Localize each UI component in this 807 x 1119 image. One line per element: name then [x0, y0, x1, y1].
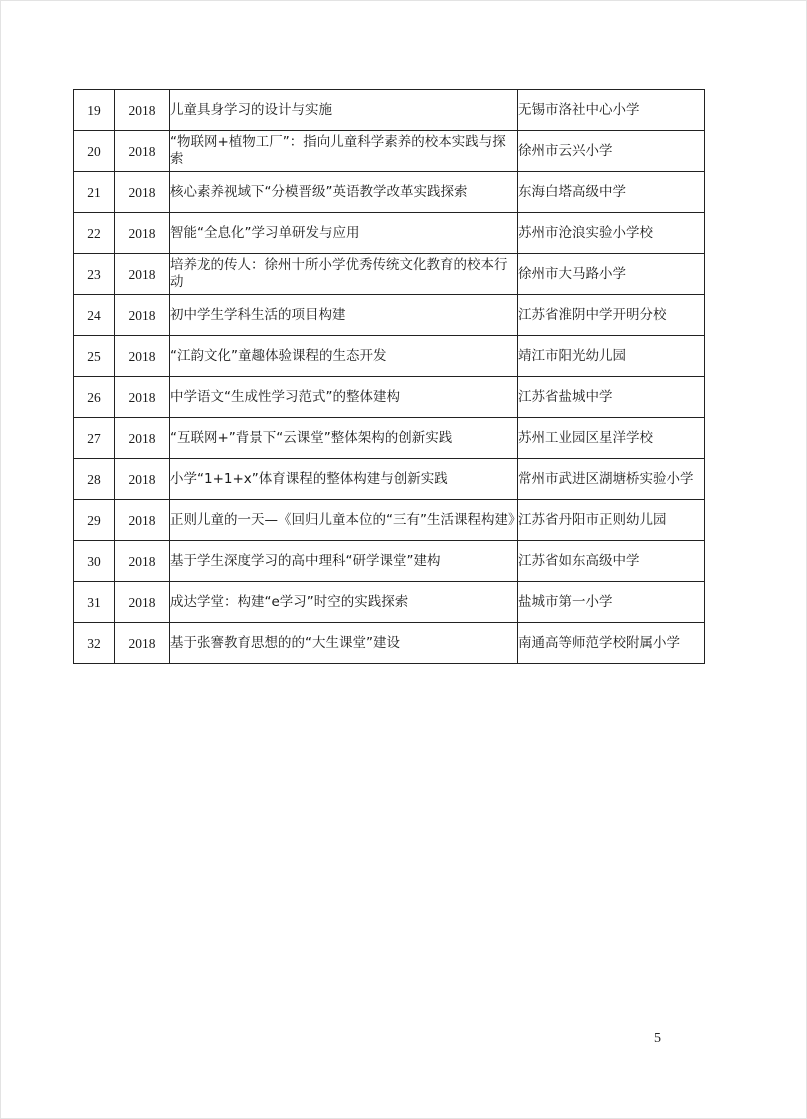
row-title: 初中学生学科生活的项目构建 [170, 295, 518, 336]
row-year: 2018 [115, 418, 170, 459]
table-row [74, 213, 705, 254]
row-year: 2018 [115, 295, 170, 336]
row-title: “互联网+”背景下“云课堂”整体架构的创新实践 [170, 418, 518, 459]
row-school: 苏州工业园区星洋学校 [518, 418, 705, 459]
row-year: 2018 [115, 500, 170, 541]
row-index: 29 [74, 500, 115, 541]
row-index: 21 [74, 172, 115, 213]
table-row [74, 90, 705, 131]
page-number: 5 [654, 1031, 661, 1046]
row-year: 2018 [115, 131, 170, 172]
row-school: 徐州市大马路小学 [518, 254, 705, 295]
row-school: 盐城市第一小学 [518, 582, 705, 623]
table-row [74, 541, 705, 582]
row-title: 基于张謇教育思想的的“大生课堂”建设 [170, 623, 518, 664]
row-year: 2018 [115, 459, 170, 500]
table-row [74, 336, 705, 377]
row-index: 20 [74, 131, 115, 172]
projects-table [73, 89, 705, 664]
row-index: 26 [74, 377, 115, 418]
table-row [74, 582, 705, 623]
row-title: 核心素养视域下“分模晋级”英语教学改革实践探索 [170, 172, 518, 213]
table-body [74, 90, 705, 664]
row-title: 智能“全息化”学习单研发与应用 [170, 213, 518, 254]
row-index: 22 [74, 213, 115, 254]
row-index: 24 [74, 295, 115, 336]
row-year: 2018 [115, 90, 170, 131]
row-school: 江苏省如东高级中学 [518, 541, 705, 582]
table-row [74, 131, 705, 172]
table-row [74, 500, 705, 541]
row-index: 30 [74, 541, 115, 582]
row-year: 2018 [115, 582, 170, 623]
row-title: “物联网+植物工厂”：指向儿童科学素养的校本实践与探索 [170, 131, 518, 172]
row-year: 2018 [115, 541, 170, 582]
row-title: 儿童具身学习的设计与实施 [170, 90, 518, 131]
row-school: 江苏省淮阴中学开明分校 [518, 295, 705, 336]
row-year: 2018 [115, 623, 170, 664]
row-title: “江韵文化”童趣体验课程的生态开发 [170, 336, 518, 377]
row-title: 中学语文“生成性学习范式”的整体建构 [170, 377, 518, 418]
table-row [74, 418, 705, 459]
row-title: 成达学堂：构建“e学习”时空的实践探索 [170, 582, 518, 623]
row-school: 常州市武进区湖塘桥实验小学 [518, 459, 705, 500]
row-index: 27 [74, 418, 115, 459]
table-row [74, 623, 705, 664]
row-school: 江苏省丹阳市正则幼儿园 [518, 500, 705, 541]
table-row [74, 459, 705, 500]
row-index: 28 [74, 459, 115, 500]
row-title: 培养龙的传人：徐州十所小学优秀传统文化教育的校本行动 [170, 254, 518, 295]
row-index: 31 [74, 582, 115, 623]
row-school: 江苏省盐城中学 [518, 377, 705, 418]
row-title: 基于学生深度学习的高中理科“研学课堂”建构 [170, 541, 518, 582]
row-school: 东海白塔高级中学 [518, 172, 705, 213]
table-row [74, 172, 705, 213]
row-title: 正则儿童的一天—《回归儿童本位的“三有”生活课程构建》 [170, 500, 518, 541]
row-school: 苏州市沧浪实验小学校 [518, 213, 705, 254]
row-year: 2018 [115, 377, 170, 418]
table-row [74, 254, 705, 295]
table-row [74, 377, 705, 418]
row-year: 2018 [115, 172, 170, 213]
row-index: 23 [74, 254, 115, 295]
row-school: 无锡市洛社中心小学 [518, 90, 705, 131]
row-year: 2018 [115, 254, 170, 295]
row-index: 32 [74, 623, 115, 664]
row-year: 2018 [115, 213, 170, 254]
row-school: 徐州市云兴小学 [518, 131, 705, 172]
row-index: 25 [74, 336, 115, 377]
row-school: 南通高等师范学校附属小学 [518, 623, 705, 664]
table-row [74, 295, 705, 336]
row-title: 小学“1+1+x”体育课程的整体构建与创新实践 [170, 459, 518, 500]
row-index: 19 [74, 90, 115, 131]
row-year: 2018 [115, 336, 170, 377]
row-school: 靖江市阳光幼儿园 [518, 336, 705, 377]
